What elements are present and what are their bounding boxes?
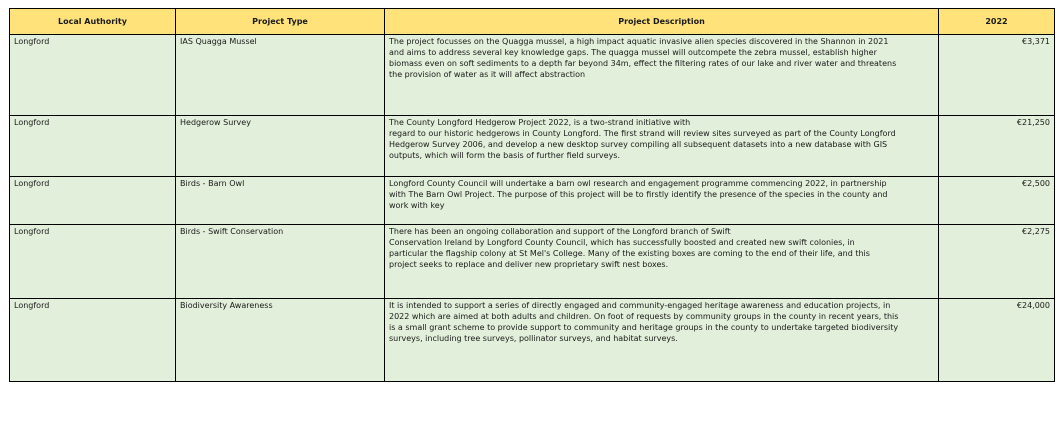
cell-authority: Longford bbox=[10, 299, 176, 382]
description-line: regard to our historic hedgerows in County Longford. The first strand will review sites surveyed as part of the County Longford bbox=[389, 129, 896, 138]
description-line: and aims to address several key knowledge gaps. The quagga mussel will outcompete the zebra mussel, establish higher bbox=[389, 48, 877, 57]
cell-amount: €24,000 bbox=[939, 299, 1055, 382]
description-line: is a small grant scheme to provide support to community and heritage groups in the county to undertake targeted biodiversity bbox=[389, 323, 899, 332]
table-row bbox=[10, 299, 1055, 382]
cell-description bbox=[385, 225, 939, 299]
description-line: outputs, which will form the basis of further field surveys. bbox=[389, 151, 621, 160]
cell-project-type: Birds - Swift Conservation bbox=[176, 225, 385, 299]
description-line: Conservation Ireland by Longford County Council, which has successfully boosted and created new swift colonies, in bbox=[389, 238, 855, 247]
cell-amount: €2,500 bbox=[939, 177, 1055, 225]
description-line: Hedgerow Survey 2006, and develop a new desktop survey compiling all subsequent datasets into a new database with GIS bbox=[389, 140, 888, 149]
description-line: It is intended to support a series of directly engaged and community-engaged heritage awareness and education projects, in bbox=[389, 301, 891, 310]
table-row bbox=[10, 35, 1055, 116]
header-local-authority: Local Authority bbox=[10, 9, 176, 35]
description-line: particular the flagship colony at St Mel's College. Many of the existing boxes are coming to the end of their life, and this bbox=[389, 249, 870, 258]
description-line: surveys, including tree surveys, pollinator surveys, and habitat surveys. bbox=[389, 334, 678, 343]
description-line: Longford County Council will undertake a barn owl research and engagement programme commencing 2022, in partnership bbox=[389, 179, 887, 188]
cell-description bbox=[385, 177, 939, 225]
cell-project-type: Birds - Barn Owl bbox=[176, 177, 385, 225]
cell-description bbox=[385, 299, 939, 382]
table-row bbox=[10, 177, 1055, 225]
cell-project-type: Hedgerow Survey bbox=[176, 116, 385, 177]
description-line: project seeks to replace and deliver new proprietary swift nest boxes. bbox=[389, 260, 669, 269]
description-line: biomass even on soft sediments to a depth far beyond 34m, effect the filtering rates of our lake and river water and threatens bbox=[389, 59, 897, 68]
cell-authority: Longford bbox=[10, 116, 176, 177]
description-line: 2022 which are aimed at both adults and children. On foot of requests by community groups in the county in recent years, this bbox=[389, 312, 899, 321]
cell-description bbox=[385, 35, 939, 116]
description-line: The project focusses on the Quagga mussel, a high impact aquatic invasive alien species discovered in the Shannon in 2021 bbox=[389, 37, 889, 46]
table-row bbox=[10, 116, 1055, 177]
header-project-type: Project Type bbox=[176, 9, 385, 35]
cell-authority: Longford bbox=[10, 35, 176, 116]
description-line: The County Longford Hedgerow Project 2022, is a two-strand initiative with bbox=[389, 118, 691, 127]
description-line: the provision of water as it will affect abstraction bbox=[389, 70, 586, 79]
cell-authority: Longford bbox=[10, 225, 176, 299]
cell-project-type: IAS Quagga Mussel bbox=[176, 35, 385, 116]
cell-amount: €3,371 bbox=[939, 35, 1055, 116]
cell-amount: €21,250 bbox=[939, 116, 1055, 177]
description-line: with The Barn Owl Project. The purpose of this project will be to firstly identify the presence of the species in the county and bbox=[389, 190, 888, 199]
projects-table bbox=[9, 8, 1055, 382]
cell-description bbox=[385, 116, 939, 177]
description-line: There has been an ongoing collaboration and support of the Longford branch of Swift bbox=[389, 227, 731, 236]
cell-project-type: Biodiversity Awareness bbox=[176, 299, 385, 382]
header-year: 2022 bbox=[939, 9, 1055, 35]
header-project-description: Project Description bbox=[385, 9, 939, 35]
table-row bbox=[10, 225, 1055, 299]
cell-authority: Longford bbox=[10, 177, 176, 225]
cell-amount: €2,275 bbox=[939, 225, 1055, 299]
description-line: work with key bbox=[389, 201, 445, 210]
header-row bbox=[10, 9, 1055, 35]
